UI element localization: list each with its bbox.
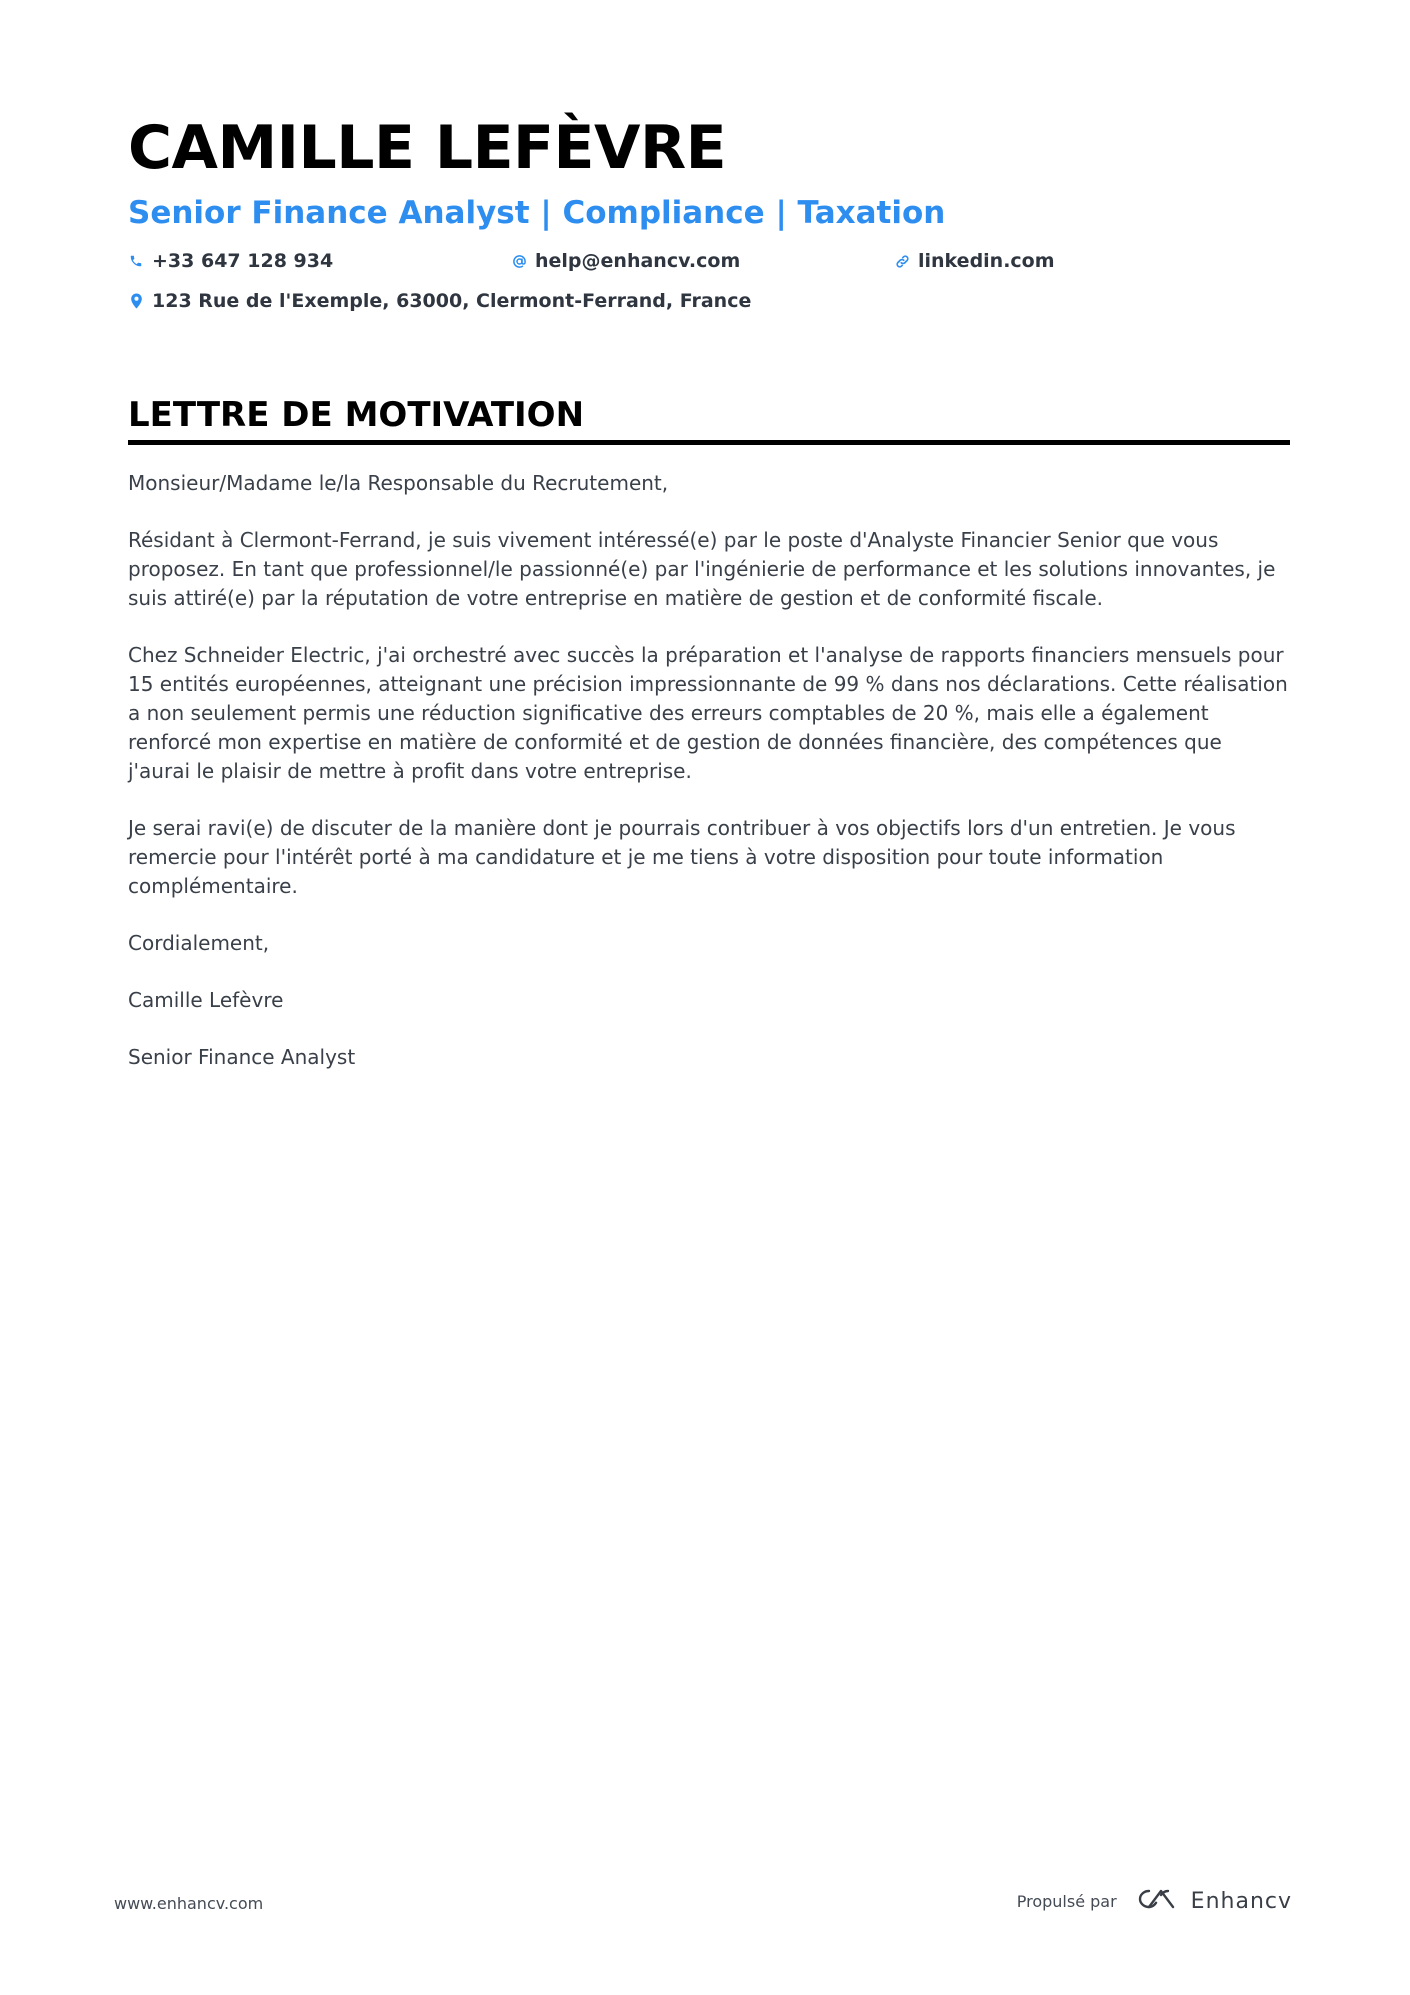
contact-linkedin[interactable] <box>894 247 1055 275</box>
email-text: help@enhancv.com <box>535 250 741 272</box>
contact-phone[interactable] <box>128 247 333 275</box>
phone-text: +33 647 128 934 <box>152 250 334 272</box>
letter-paragraph-2: Chez Schneider Electric, j'ai orchestré avec succès la préparation et l'analyse de rapports financiers mensuels pour 15 entités européennes, atteignant une précision impressionnante de 99 % dans nos déclarations. Cette réalisation a non seulement permis une réduction significative des erreurs comptables de 20 %, mais elle a également renforcé mon expertise en matière de conformité et de gestion de données financière, des compétences que j'aurai le plaisir de mettre à profit dans votre entreprise. <box>128 643 1288 783</box>
footer-branding <box>1017 1887 1292 1916</box>
header <box>128 112 1290 321</box>
letter-paragraph-3: Je serai ravi(e) de discuter de la manière dont je pourrais contribuer à vos objectifs lors d'un entretien. Je vous remercie pour l'intérêt porté à ma candidature et je me tiens à votre disposition pour toute information complémentaire. <box>128 816 1236 898</box>
enhancv-logo-icon <box>1135 1887 1181 1916</box>
letter-body <box>128 469 1290 1100</box>
location-pin-icon <box>128 292 144 310</box>
signature-title: Senior Finance Analyst <box>128 1045 356 1069</box>
letter-salutation: Monsieur/Madame le/la Responsable du Recrutement, <box>128 471 669 495</box>
footer-website[interactable]: www.enhancv.com <box>114 1894 264 1913</box>
link-icon <box>894 252 910 270</box>
enhancv-logo-text: Enhancv <box>1190 1889 1292 1914</box>
signature-name: Camille Lefèvre <box>128 988 284 1012</box>
candidate-name: CAMILLE LEFÈVRE <box>128 113 727 183</box>
letter-paragraph-1: Résidant à Clermont-Ferrand, je suis vivement intéressé(e) par le poste d'Analyste Financier Senior que vous proposez. En tant que professionnel/le passionné(e) par l'ingénierie de performance et les solutions innovantes, je suis attiré(e) par la réputation de votre entreprise en matière de gestion et de conformité fiscale. <box>128 528 1276 610</box>
section-header <box>128 393 1290 445</box>
contact-address <box>128 287 751 315</box>
enhancv-logo[interactable] <box>1135 1887 1292 1916</box>
linkedin-text: linkedin.com <box>918 250 1055 272</box>
section-title: LETTRE DE MOTIVATION <box>128 395 585 435</box>
powered-by-text: Propulsé par <box>1016 1892 1117 1911</box>
contact-info <box>128 241 1290 321</box>
at-sign-icon <box>511 252 527 270</box>
phone-icon <box>128 252 144 270</box>
candidate-title: Senior Finance Analyst | Compliance | Taxation <box>128 195 946 231</box>
section-divider <box>128 440 1290 445</box>
letter-closing: Cordialement, <box>128 931 270 955</box>
address-text: 123 Rue de l'Exemple, 63000, Clermont-Ferrand, France <box>152 290 752 312</box>
contact-email[interactable] <box>511 247 740 275</box>
